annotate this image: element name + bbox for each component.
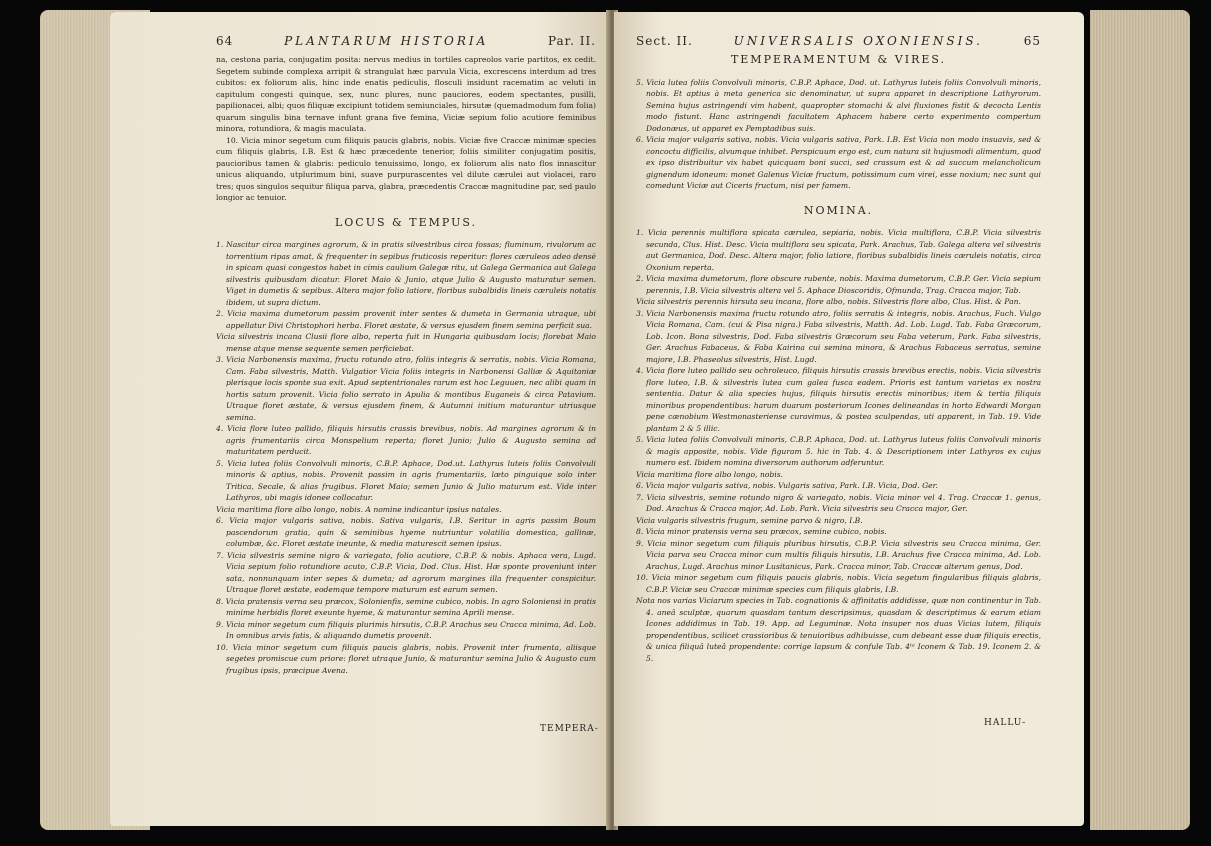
nomina-entry: Vicia silvestris perennis hirsuta seu incana, flore albo, nobis. Silvestris flore albo, Clus. Hist. & Pan. <box>636 297 1021 306</box>
locus-entry: 4. Vicia flore luteo pallido, filiquis hirsutis crassis brevibus, nobis. Ad margines agrorum & in agris frumentariis circa Monspelium reperta; floret Junio; Julio & Augusto semina ad maturitatem perducit. <box>216 424 596 456</box>
nomina-entry: 1. Vicia perennis multiflora spicata cærulea, sepiaria, nobis. Vicia multiflora, C.B.P. Vicia silvestris secunda, Clus. Hist. Desc. Vicia multiflora seu spicata, Park. Arachus, Tab. Galega altera vel silvestris aut Germanica, Dod. Desc. Altera major, folio latiore, floribus subalbidis lineis cæruleis notatis, circa Oxonium reperta. <box>636 228 1041 272</box>
locus-entry: 7. Vicia silvestris semine nigro & variegato, folio acutiore, C.B.P. & nobis. Aphaca vera, Lugd. Vicia sepium folio rotundiore acuto, C.B.P. Vicia, Dod. Clus. Hist. Hæ sponte proveniunt inter sata, nonnunquam inter sepes & dumeta; ad agrorum margines illa frequenter conspicitur. Utraque floret æstate, eodemque tempore maturum est earum semen. <box>216 550 596 594</box>
left-section: Par. II. <box>547 34 596 48</box>
nomina-entry: Vicia vulgaris silvestris frugum, semine parvo & nigro, I.B. <box>636 515 863 525</box>
right-body <box>636 54 1041 664</box>
nomina-heading: NOMINA. <box>803 203 874 217</box>
nomina-entry: 9. Vicia minor segetum cum filiquis pluribus hirsutis, C.B.P. Vicia silvestris seu Cracca minima, Ger. Vicia parva seu Cracca minor cum multis filiquis hirsutis, I.B. Arachus five Cracca minima, Ad. Lob. Arachus, Lugd. Arachus minor Lusitanicus, Park. Cracca minor, Tab. Craccæ alterum genus, Dod. <box>636 538 1041 571</box>
locus-entry: 5. Vicia lutea foliis Convolvuli minoris, C.B.P. Aphace, Dod.ut. Lathyrus luteis foliis Convolvuli minoris & aptius, nobis. Provenit passim in agris frumentariis, læto pinguique solo inter Tritica, Secale, & alias frugibus. Floret Maio; semen Junio & Julio maturum est. Vide inter Lathyros, ubi magis idonee collocatur. <box>216 458 596 502</box>
nomina-entry: 4. Vicia flore luteo pallido seu ochroleuco, filiquis hirsutis crassis brevibus erectis, nobis. Vicia silvestris flore luteo, I.B. & silvestris lutea cum galea fusca eadem. Prioris est tantum varietas ex nostra sententia. Datur & alia species hujus, filiquis hirsutis erectis minoribus; item & tertia filiquis minoribus propendentibus: harum duarum posteriorum Icones delineandas in horto Edwardi Morgan pene cænobium Westmonasteriense curavimus, & postea sculpendas, uti apparent, in Tab. 19. Vide plantam 2 & 5 illic. <box>636 366 1041 433</box>
left-page <box>110 12 610 826</box>
locus-entry: 9. Vicia minor segetum cum filiquis plurimis hirsutis, C.B.P. Arachus seu Cracca minima, Ad. Lob. In omnibus arvis fatis, & aliquando dumetis provenit. <box>216 619 596 640</box>
left-catchword: TEMPERA- <box>540 724 599 734</box>
locus-entry: 3. Vicia Narbonensis maxima, fructu rotundo atro, foliis integris & serratis, nobis. Vicia Romana, Cam. Faba silvestris, Matth. Vulgatior Vicia foliis integris in Narbonensi Galliæ & Aquitaniæ plerisque locis sponte sua exit. Apud septentrionales rarum est hoc Leguuen, nec alibi quam in hortis satum provenit. Vicia folio serrato in Apulia & montibus Euganeis & circa Patavium. Utraque floret æstate, & versus ejusdem finem, & Autumni initium maturantur utriusque semina. <box>216 355 596 422</box>
left-page-number: 64 <box>216 34 234 48</box>
nomina-entry: Nota nos varias Viciarum species in Tab. cognationis & affinitatis addidisse, quæ non continentur in Tab. 4. aneâ sculptæ, quarum quasdam tantum descripsimus, quasdam & descriptimus & earum etiam Icones addidimus in Tab. 19. App. ad Leguminæ. Nota insuper nos duas Vicias lutem, filiquis propendentibus, scilicet crassioribus & tenuioribus adhibuisse, cum debeant esse duæ filiquis erectis, & unica filiquâ luteâ propendente: corrige lapsum & confule Tab. 4ᵗᵃ Iconem & Tab. 19. Iconem 2. & 5. <box>636 596 1041 663</box>
right-running-title: UNIVERSALIS OXONIENSIS. <box>733 34 983 48</box>
temperamentum-entry: 6. Vicia major vulgaris sativa, nobis. Vicia vulgaris sativa, Park. I.B. Est Vicia non modo insuavis, sed & concoctu difficilis, alvumque inhibet. Perspicuum ergo est, cum natura sit hujusmodi alimentum, quod ex ipso distribuitur vix habet quicquam boni succi, sed crassum est & ad succum melancholicum gignendum idoneum: monet Galenus Viciæ fructum, potissimum cum virei, esse noxium; nec sunt qui comedunt Viciæ aut Ciceris fructum, nisi per famem. <box>636 135 1041 190</box>
left-running-title: PLANTARUM HISTORIA <box>284 34 489 48</box>
right-entries-temperamentum <box>636 77 1041 192</box>
left-intro: na, cestona paria, conjugatim posita: nervus medius in tortiles capreolos varie partitos, ex cedit. Segetem subinde complexa arripit & strangulat hæc parvula Vicia, excrescens interdum ad tres cubitos: ex foliorum alis, hinc inde enatis pediculis, flosculi insidunt racematim ac veluti in capitulum congesti quinque, sex, nunc plures, nunc pauciores, eodem spectantes, pusilli, papilionacei, albi; quos filiquæ excipiunt totidem semiunciales, hirsutæ (quemadmodum fum folia) quarum singulis bina ternave infunt grana five femina, Viciæ sepium folio acutiore feminibus minora, rotundiora, & magis maculata. <box>216 55 596 133</box>
nomina-entry: 2. Vicia maxima dumetorum, flore obscure rubente, nobis. Maxima dumetorum, C.B.P. Ger. Vicia sepium perennis, I.B. Vicia silvestris altera vel 5. Aphace Dioscoridis, Ofmunda, Trag. Cracca major, Tab. <box>636 274 1041 295</box>
right-page-edges <box>1090 10 1190 830</box>
locus-entry: 8. Vicia pratensis verna seu præcox, Solonienfis, semine cubico, nobis. In agro Soloniensi in pratis minime herbidis floret exeunte hyeme, & maturantur semina Aprili mense. <box>216 596 596 617</box>
locus-entry: 2. Vicia maxima dumetorum passim provenit inter sentes & dumeta in Germania utraque, ubi appellatur Divi Christophori herba. Floret æstate, & versus ejusdem finem semina perficit sua. <box>216 309 596 330</box>
right-catchword: HALLU- <box>984 718 1027 728</box>
left-header <box>216 34 596 48</box>
nomina-entry: 3. Vicia Narbonensis maxima fructu rotundo atro, foliis serratis & integris, nobis. Arachus, Fuch. Vulgo Vicia Romana, Cam. (cui & Pisa nigra.) Faba silvestris, Matth. Ad. Lob. Lugd. Tab. Faba Græcorum, Lob. Icon. Bona silvestris, Dod. Faba silvestris Græcorum seu Faba veterum, Park. Faba silvestris, Ger. Arachus Fabaceus, & Faba Kairina cui semina minora, & Arachus Fabaceus serratus, semine majore, I.B. Phaseolus silvestris, Hist. Lugd. <box>636 308 1041 364</box>
nomina-entry: 7. Vicia silvestris, semine rotundo nigro & variegato, nobis. Vicia minor vel 4. Trag. Craccæ 1. genus, Dod. Arachus & Cracca major, Ad. Lob. Park. Vicia silvestris seu Cracca major, Ger. <box>636 492 1041 513</box>
locus-tempus-heading: LOCUS & TEMPUS. <box>334 215 478 229</box>
temperamentum-heading: TEMPERAMENTUM & VIRES. <box>730 53 947 66</box>
right-header <box>636 34 1041 48</box>
nomina-entry: 10. Vicia minor segetum cum filiquis paucis glabris, nobis. Vicia segetum fingularibus filiquis glabris, C.B.P. Viciæ seu Craccæ minimæ species cum filiquis glabris, I.B. <box>636 573 1041 594</box>
right-entries-nomina <box>636 227 1041 664</box>
locus-entry: 6. Vicia major vulgaris sativa, nobis. Sativa vulgaris, I.B. Seritur in agris passim Boum pascendorum gratia, quin & seminibus hyeme nutriuntur volatilia domestica, gallinæ, columbæ, &c. Floret æstate ineunte, & media maturescit semen ipsius. <box>216 516 596 548</box>
left-intro-2: 10. Vicia minor segetum cum filiquis paucis glabris, nobis. Viciæ five Craccæ minimæ species cum filiquis glabris, I.B. Est & hæc præcedente tenerior, foliis similiter conjugatim positis, paucioribus tamen & glabris: pediculo tenuissimo, longo, ex foliorum alis nato flos innascitur unicus aliquando, utplurimum bini, suave purpurascentes vel dilute cærulei aut violacei, raro tres; quos singulos sequitur filiqua parva, glabra, præcedentis Craccæ magnitudine par, sed paulo longior ac tenuior. <box>216 135 596 202</box>
nomina-entry: Vicia maritima flore albo longo, nobis. <box>636 469 784 479</box>
locus-entry: Vicia maritima flore albo longo, nobis. A nomine indicantur ipsius natales. <box>216 504 502 514</box>
locus-entry: 10. Vicia minor segetum cum filiquis paucis glabris, nobis. Provenit inter frumenta, aliisque segetes promiscue cum priore: floret utraque Junio, & maturantur semina Julio & Augusto cum frugibus ipsis, præcipue Avena. <box>216 642 596 675</box>
locus-entry: Vicia silvestris incana Clusii flore albo, reperta fuit in Hungaria quibusdam locis; florebat Maio mense atque mense sequente semen perficiebat. <box>216 332 596 353</box>
right-page-number: 65 <box>1023 34 1041 48</box>
right-section: Sect. II. <box>636 34 693 48</box>
left-entries-list <box>216 239 596 676</box>
nomina-entry: 8. Vicia minor pratensis verna seu præcox, semine cubico, nobis. <box>636 527 887 536</box>
left-body <box>216 54 596 676</box>
nomina-entry: 5. Vicia lutea foliis Convolvuli minoris, C.B.P. Aphaca, Dod. ut. Lathyrus luteus foliis Convolvuli minoris & magis apposite, nobis. Vide figuram 5. hic in Tab. 4. & Descriptionem inter Lathyros ex cujus numero est. Ibidem nomina diversorum authorum adferuntur. <box>636 435 1041 467</box>
temperamentum-entry: 5. Vicia lutea foliis Convolvuli minoris, C.B.P. Aphace, Dod. ut. Lathyrus luteis foliis Convolvuli minoris, nobis. Et aptius à meta generica sic denominatur, ut supra apparet in descriptione Lathyrorum. Semina hujus astringendi vim habent, quapropter stomachi & alvi fluxiones fistit & decocta Lentis modo fistunt. Hanc astringendi facultatem Aphacem habere certo experimento compertum Dodonæus, ut apparet ex Pemptadibus suis. <box>636 77 1041 133</box>
locus-entry: 1. Nascitur circa margines agrorum, & in pratis silvestribus circa fossas; fluminum, rivulorum ac torrentium ripas amat, & frequenter in sepibus fruticosis reperitur: flores cæruleos adeo densè in spicam quasi congestos habet in cimis caulium Galegæ ritu, ut Galega Germanica aut Galega silvestris quibusdam dicatur. Floret Maio & Junio, atque Julio & Augusto maturatur semen. Viget in dumetis & sepibus. Altera major folio latiore, floribus subalbidis lineis cæruleis notatis ibidem, ut supra dictum. <box>216 240 596 307</box>
nomina-entry: 6. Vicia major vulgaris sativa, nobis. Vulgaris sativa, Park. I.B. Vicia, Dod. Ger. <box>636 481 938 490</box>
right-page <box>614 12 1084 826</box>
